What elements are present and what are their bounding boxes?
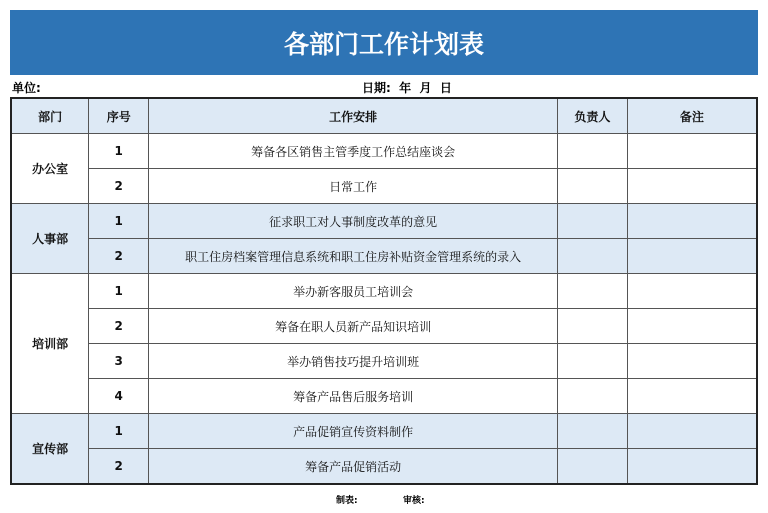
task-cell: 征求职工对人事制度改革的意见 [149, 204, 558, 239]
table-row [11, 379, 757, 414]
owner-cell[interactable] [557, 379, 627, 414]
plan-table [10, 97, 758, 485]
note-cell[interactable] [627, 134, 757, 169]
task-cell: 职工住房档案管理信息系统和职工住房补贴资金管理系统的录入 [149, 239, 558, 274]
table-row [11, 449, 757, 485]
col-no: 序号 [89, 98, 149, 134]
row-number: 4 [89, 379, 149, 414]
task-cell: 产品促销宣传资料制作 [149, 414, 558, 449]
dept-cell: 办公室 [11, 134, 89, 204]
table-row [11, 134, 757, 169]
note-cell[interactable] [627, 274, 757, 309]
page-title: 各部门工作计划表 [10, 10, 758, 75]
task-cell: 筹备产品售后服务培训 [149, 379, 558, 414]
dept-cell: 人事部 [11, 204, 89, 274]
table-row [11, 239, 757, 274]
task-cell: 日常工作 [149, 169, 558, 204]
table-row [11, 414, 757, 449]
owner-cell[interactable] [557, 204, 627, 239]
maker-label: 制表: [336, 496, 358, 506]
note-cell[interactable] [627, 449, 757, 485]
col-task: 工作安排 [149, 98, 558, 134]
col-note: 备注 [627, 98, 757, 134]
task-cell: 举办新客服员工培训会 [149, 274, 558, 309]
note-cell[interactable] [627, 309, 757, 344]
row-number: 2 [89, 169, 149, 204]
task-cell: 举办销售技巧提升培训班 [149, 344, 558, 379]
task-cell: 筹备在职人员新产品知识培训 [149, 309, 558, 344]
owner-cell[interactable] [557, 239, 627, 274]
table-row [11, 204, 757, 239]
row-number: 2 [89, 239, 149, 274]
table-header [11, 98, 757, 134]
note-cell[interactable] [627, 344, 757, 379]
owner-cell[interactable] [557, 169, 627, 204]
row-number: 1 [89, 414, 149, 449]
owner-cell[interactable] [557, 344, 627, 379]
table-row [11, 309, 757, 344]
owner-cell[interactable] [557, 274, 627, 309]
row-number: 1 [89, 274, 149, 309]
owner-cell[interactable] [557, 449, 627, 485]
reviewer-label: 审核: [403, 496, 425, 506]
row-number: 1 [89, 204, 149, 239]
table-row [11, 344, 757, 379]
owner-cell[interactable] [557, 309, 627, 344]
date-label: 日期: 年 月 日 [362, 81, 452, 95]
task-cell: 筹备产品促销活动 [149, 449, 558, 485]
note-cell[interactable] [627, 204, 757, 239]
owner-cell[interactable] [557, 134, 627, 169]
note-cell[interactable] [627, 414, 757, 449]
note-cell[interactable] [627, 379, 757, 414]
dept-cell: 培训部 [11, 274, 89, 414]
table-row [11, 274, 757, 309]
col-owner: 负责人 [557, 98, 627, 134]
note-cell[interactable] [627, 239, 757, 274]
owner-cell[interactable] [557, 414, 627, 449]
table-row [11, 169, 757, 204]
task-cell: 筹备各区销售主管季度工作总结座谈会 [149, 134, 558, 169]
row-number: 2 [89, 449, 149, 485]
unit-label: 单位: [12, 81, 41, 95]
row-number: 1 [89, 134, 149, 169]
col-dept: 部门 [11, 98, 89, 134]
row-number: 3 [89, 344, 149, 379]
row-number: 2 [89, 309, 149, 344]
note-cell[interactable] [627, 169, 757, 204]
dept-cell: 宣传部 [11, 414, 89, 485]
